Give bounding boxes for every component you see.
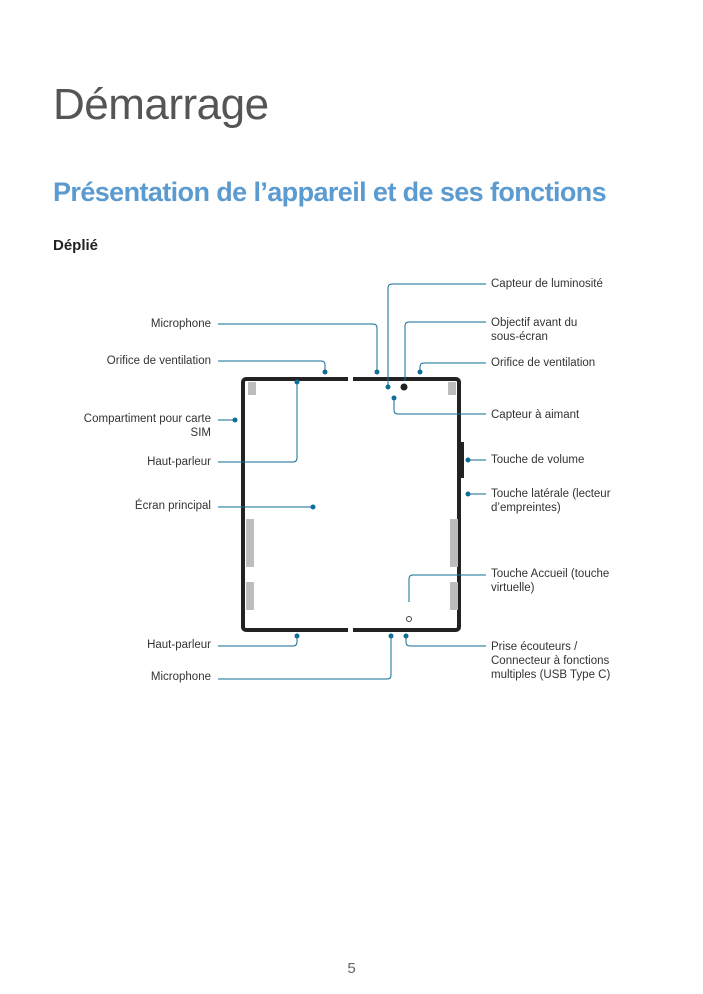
- label-side-key-line1: Touche latérale (lecteur: [491, 488, 611, 500]
- label-light-sensor: Capteur de luminosité: [491, 278, 603, 290]
- callout-lines: [218, 284, 486, 679]
- subsection-heading: Déplié: [53, 237, 99, 254]
- label-front-camera-line2: sous-écran: [491, 331, 548, 343]
- label-sim-tray-line1: Compartiment pour carte: [83, 413, 211, 425]
- label-microphone-top: Microphone: [150, 318, 211, 330]
- label-magnetic-sensor: Capteur à aimant: [491, 409, 580, 421]
- label-home-key: [491, 567, 609, 595]
- label-side-key-line2: d’empreintes): [491, 502, 561, 514]
- label-vent-left: Orifice de ventilation: [106, 355, 211, 367]
- label-main-screen: Écran principal: [134, 500, 211, 512]
- label-vent-right: Orifice de ventilation: [491, 357, 596, 369]
- phone-unfolded-outline: [243, 376, 464, 633]
- label-speaker-top: Haut-parleur: [147, 456, 211, 468]
- label-front-camera-line1: Objectif avant du: [491, 317, 578, 329]
- label-microphone-bottom: Microphone: [150, 671, 211, 683]
- label-usb-line3: multiples (USB Type C): [491, 669, 611, 681]
- page-number: 5: [347, 960, 356, 977]
- label-front-camera: [491, 316, 577, 344]
- callout-dots: [233, 370, 471, 639]
- label-sim-tray: [84, 412, 211, 440]
- label-home-key-line2: virtuelle): [491, 582, 535, 594]
- label-home-key-line1: Touche Accueil (touche: [491, 568, 610, 580]
- label-speaker-bottom: Haut-parleur: [147, 639, 211, 651]
- section-heading: Présentation de l’appareil et de ses fonctions: [53, 177, 607, 207]
- page-title: Démarrage: [53, 80, 269, 129]
- label-side-key: [491, 487, 611, 515]
- label-sim-tray-line2: SIM: [190, 427, 211, 439]
- label-usb-line1: Prise écouteurs /: [491, 641, 578, 653]
- label-volume-key: Touche de volume: [491, 454, 585, 466]
- label-usb-line2: Connecteur à fonctions: [491, 655, 610, 667]
- label-usb-port: [491, 640, 610, 682]
